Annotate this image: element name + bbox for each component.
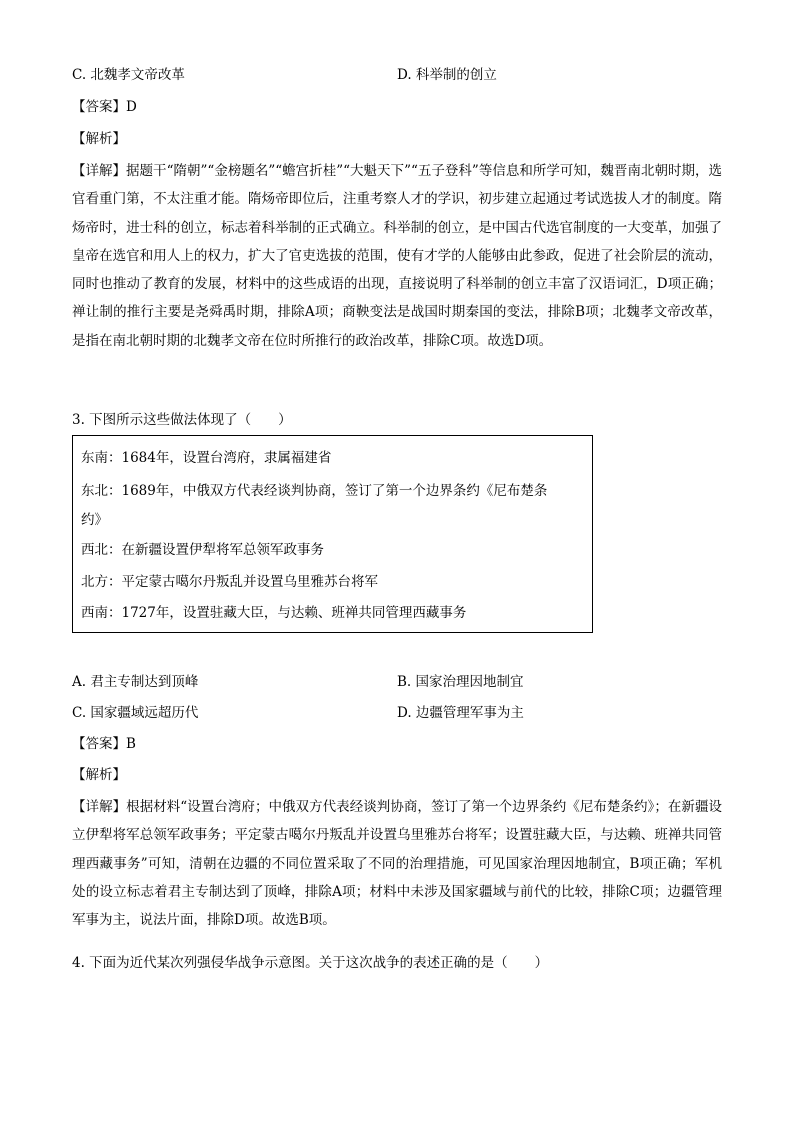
material-northwest: 西北：在新疆设置伊犁将军总领军政事务 [81, 542, 324, 558]
q3-option-d: D. 边疆管理军事为主 [397, 705, 524, 721]
q3-analysis-label: 【解析】 [72, 767, 126, 783]
q3-stem: 3. 下图所示这些做法体现了（ ） [72, 412, 292, 428]
q3-option-c: C. 国家疆域远超历代 [72, 705, 199, 721]
q3-answer: 【答案】B [72, 736, 136, 752]
q2-option-d: D. 科举制的创立 [397, 67, 497, 83]
q3-option-b: B. 国家治理因地制宜 [397, 674, 524, 690]
material-northeast: 东北：1689年，中俄双方代表经谈判协商，签订了第一个边界条约《尼布楚条 [81, 483, 548, 499]
q2-analysis-label: 【解析】 [72, 131, 126, 147]
q2-detail: 【详解】据题干“隋朝”“金榜题名”“蟾宫折桂”“大魁天下”“五子登科”等信息和所学可知，魏晋南北朝时期，选官看重门第，不太注重才能。隋炀帝即位后，注重考察人才的学识，初步建立起通过考试选拔人才的制度。隋炀帝时，进士科的创立，标志着科举制的正式确立。科举制的创立，是中国古代选官制度的一大变革，加强了皇帝在选官和用人上的权力，扩大了官吏选拔的范围，使有才学的人能够由此参政，促进了社会阶层的流动，同时也推动了教育的发展，材料中的这些成语的出现，直接说明了科举制的创立丰富了汉语词汇，D项正确；禅让制的推行主要是尧舜禹时期，排除A项；商鞅变法是战国时期秦国的变法，排除B项；北魏孝文帝改革，是指在南北朝时期的北魏孝文帝在位时所推行的政治改革，排除C项。故选D项。 [72, 163, 722, 349]
q3-material-box [72, 435, 593, 633]
q4-stem: 4. 下面为近代某次列强侵华战争示意图。关于这次战争的表述正确的是（ ） [72, 955, 549, 971]
q2-answer: 【答案】D [72, 99, 137, 115]
q3-detail: 【详解】根据材料“设置台湾府；中俄双方代表经谈判协商，签订了第一个边界条约《尼布楚条约》；在新疆设立伊犁将军总领军政事务；平定蒙古噶尔丹叛乱并设置乌里雅苏台将军；设置驻藏大臣，与达赖、班禅共同管理西藏事务”可知，清朝在边疆的不同位置采取了不同的治理措施，可见国家治理因地制宜，B项正确；军机处的设立标志着君主专制达到了顶峰，排除A项；材料中未涉及国家疆域与前代的比较，排除C项；边疆管理军事为主，说法片面，排除D项。故选B项。 [72, 799, 722, 929]
material-northeast-cont: 约》 [81, 512, 108, 528]
material-southeast: 东南：1684年，设置台湾府，隶属福建省 [81, 450, 332, 466]
q3-option-a: A. 君主专制达到顶峰 [72, 674, 199, 690]
material-north: 北方：平定蒙古噶尔丹叛乱并设置乌里雅苏台将军 [81, 574, 378, 590]
q2-option-c: C. 北魏孝文帝改革 [72, 67, 185, 83]
material-southwest: 西南：1727年，设置驻藏大臣，与达赖、班禅共同管理西藏事务 [81, 605, 467, 621]
